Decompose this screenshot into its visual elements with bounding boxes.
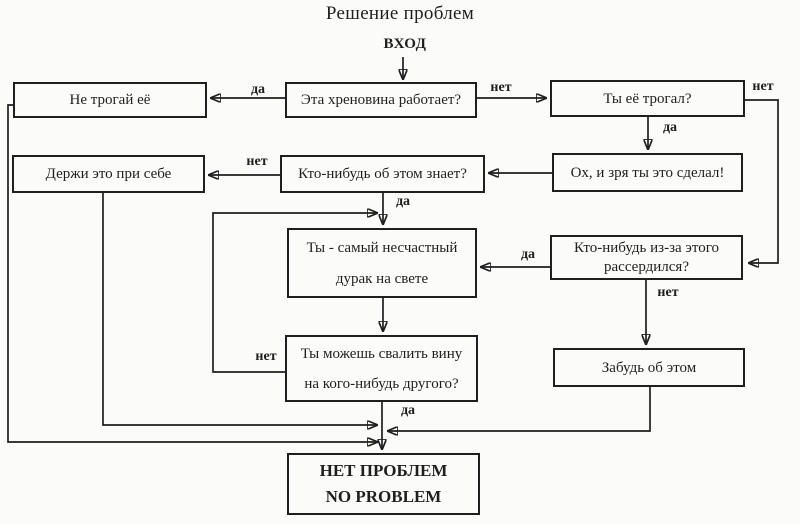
- edge-label-blame-yes: да: [400, 403, 416, 418]
- node-angry: [550, 235, 743, 280]
- node-no-problem-line2: NO PROBLEM: [325, 487, 442, 506]
- node-blame-line1: Ты можешь свалить вину: [300, 345, 463, 362]
- node-fool-line1: Ты - самый несчастный: [306, 239, 458, 256]
- node-works-label: Эта хреновина работает?: [300, 92, 462, 108]
- node-pity-label: Ох, и зря ты это сделал!: [570, 164, 725, 181]
- node-pity: [552, 153, 743, 192]
- edge-label-blame-no: нет: [255, 349, 277, 364]
- node-knows-label: Кто-нибудь об этом знает?: [298, 166, 467, 182]
- node-fool-line2: дурак на свете: [335, 270, 429, 287]
- edge-label-angry-no: нет: [657, 285, 679, 300]
- node-dont-touch: [13, 82, 207, 118]
- node-no-problem: [287, 453, 480, 515]
- node-angry-line2: рассердился?: [604, 258, 689, 275]
- node-keep-label: Держи это при себе: [45, 166, 172, 182]
- node-blame: [285, 335, 478, 402]
- node-blame-line2: на кого-нибудь другого?: [304, 375, 459, 392]
- node-touched: [550, 80, 745, 117]
- edge-label-knows-yes: да: [395, 194, 411, 209]
- edge-label-knows-no: нет: [246, 154, 268, 169]
- edge-label-touched-yes: да: [662, 120, 678, 135]
- node-no-problem-line1: НЕТ ПРОБЛЕМ: [319, 461, 448, 480]
- edge-label-works-yes: да: [250, 82, 266, 97]
- edge-label-angry-yes: да: [520, 247, 536, 262]
- node-works: [285, 82, 477, 118]
- edge-touched-no: [745, 100, 778, 263]
- entry-label: ВХОД: [383, 36, 427, 52]
- node-dont-touch-label: Не трогай её: [69, 92, 151, 108]
- node-knows: [280, 155, 485, 193]
- diagram-title: Решение проблем: [325, 3, 475, 24]
- node-forget-label: Забудь об этом: [601, 359, 697, 376]
- node-keep: [12, 155, 205, 193]
- node-angry-line1: Кто-нибудь из-за этого: [573, 239, 720, 256]
- node-touched-label: Ты её трогал?: [603, 90, 692, 107]
- node-forget: [553, 348, 745, 387]
- node-fool: [287, 228, 477, 298]
- edge-label-touched-no: нет: [752, 79, 774, 94]
- edge-label-works-no: нет: [490, 80, 512, 95]
